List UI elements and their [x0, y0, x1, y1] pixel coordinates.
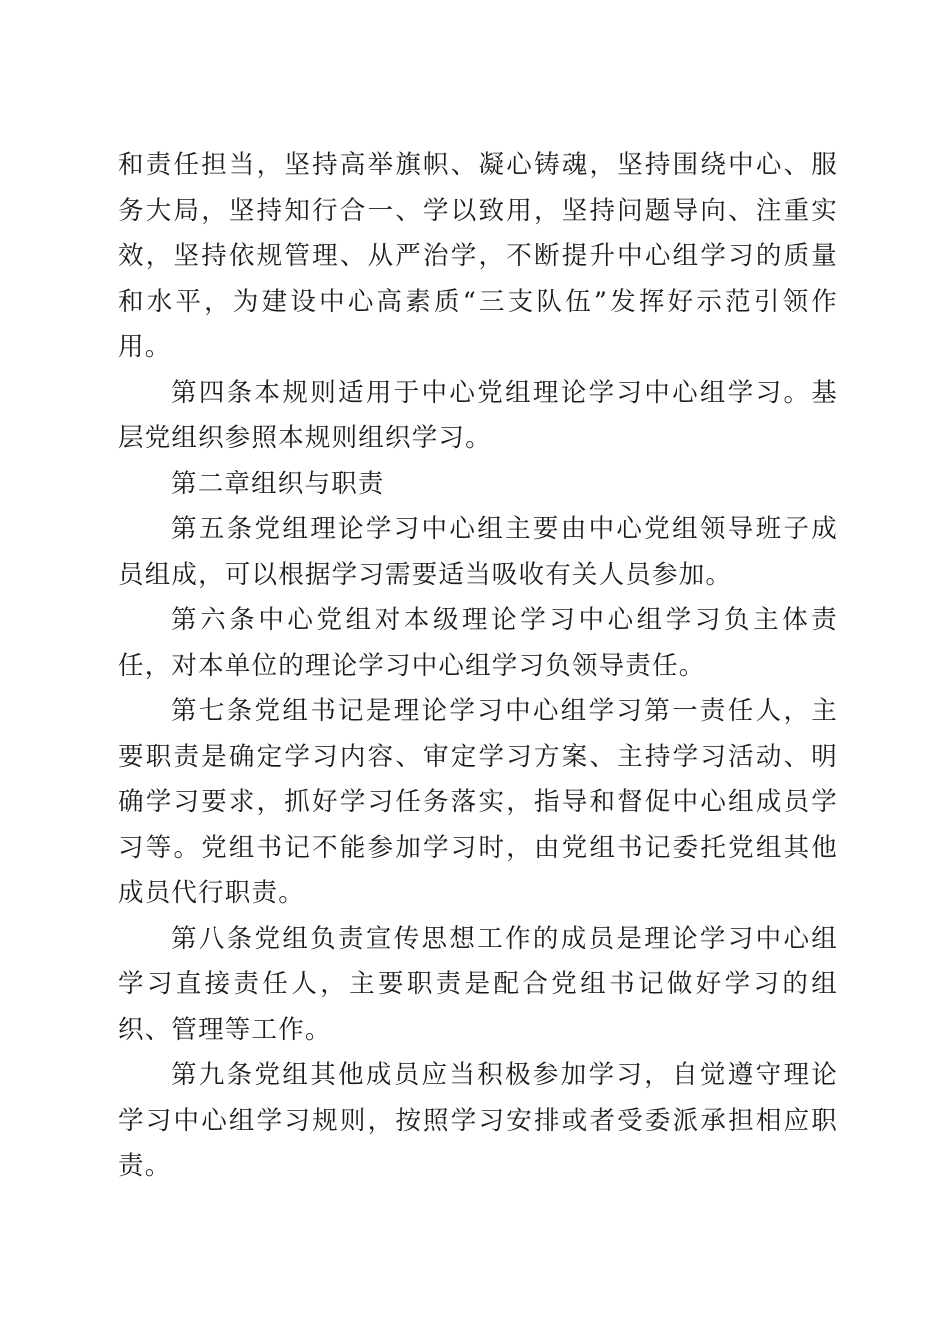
chapter-2-heading: 第二章组织与职责	[171, 468, 385, 499]
article-6-paragraph: 第六条中心党组对本级理论学习中心组学习负主体责任，对本单位的理论学习中心组学习负领导责任。	[118, 605, 838, 681]
paragraph-continuation: 和责任担当，坚持高举旗帜、凝心铸魂，坚持围绕中心、服务大局，坚持知行合一、学以致用，坚持问题导向、注重实效，坚持依规管理、从严治学，不断提升中心组学习的质量和水平，为建设中心高素质“三支队伍”发挥好示范引领作用。	[118, 150, 838, 362]
document-page	[118, 143, 838, 1190]
article-4-paragraph: 第四条本规则适用于中心党组理论学习中心组学习。基层党组织参照本规则组织学习。	[118, 377, 838, 453]
article-9-paragraph: 第九条党组其他成员应当积极参加学习，自觉遵守理论学习中心组学习规则，按照学习安排或者受委派承担相应职责。	[118, 1060, 838, 1181]
article-5-paragraph: 第五条党组理论学习中心组主要由中心党组领导班子成员组成，可以根据学习需要适当吸收有关人员参加。	[118, 514, 838, 590]
article-8-paragraph: 第八条党组负责宣传思想工作的成员是理论学习中心组学习直接责任人，主要职责是配合党组书记做好学习的组织、管理等工作。	[118, 923, 838, 1045]
article-7-paragraph: 第七条党组书记是理论学习中心组学习第一责任人，主要职责是确定学习内容、审定学习方案、主持学习活动、明确学习要求，抓好学习任务落实，指导和督促中心组成员学习等。党组书记不能参加学习时，由党组书记委托党组其他成员代行职责。	[118, 696, 838, 908]
